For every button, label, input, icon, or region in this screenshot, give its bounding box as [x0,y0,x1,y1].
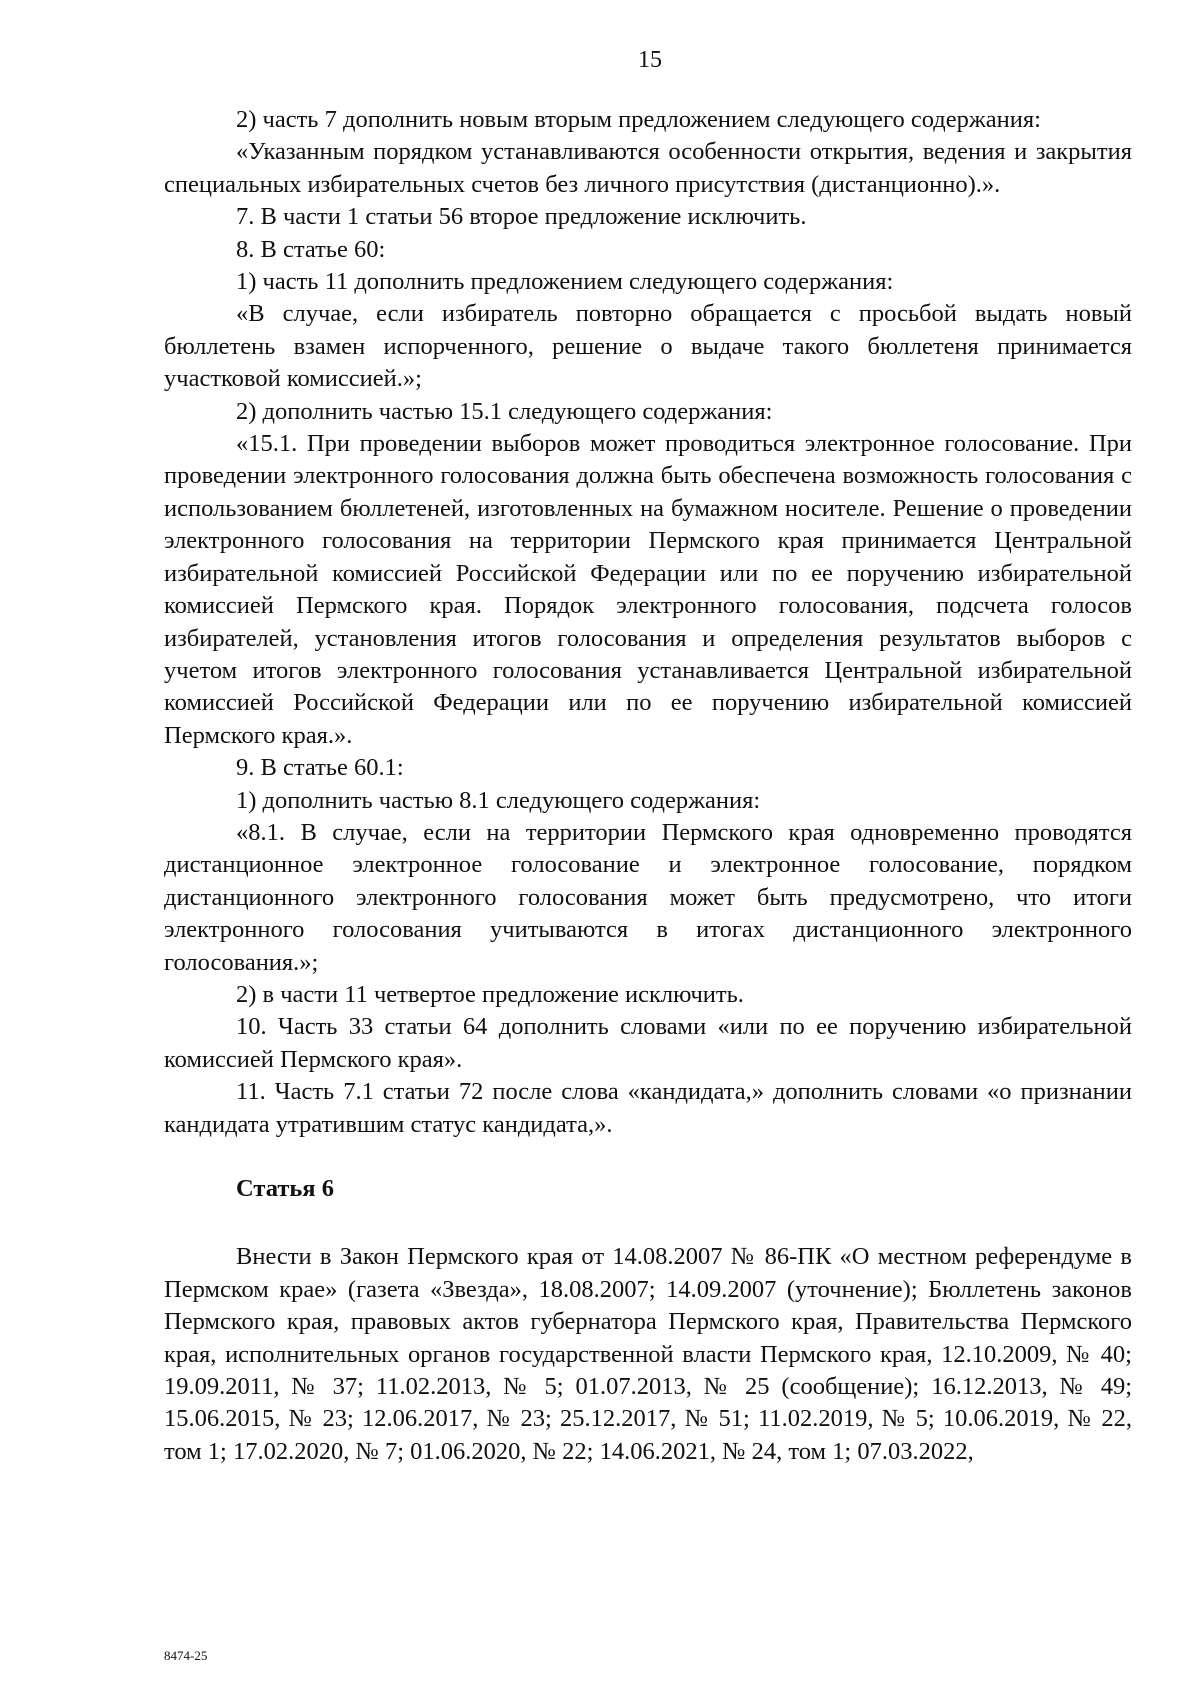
article-heading: Статья 6 [236,1175,334,1202]
paragraph-1: 2) часть 7 дополнить новым вторым предложением следующего содержания: [236,106,1041,133]
paragraph-13: 10. Часть 33 статьи 64 дополнить словами «или по ее поручению избирательной комиссией Пермского края». [164,1013,1132,1073]
paragraph-11: «8.1. В случае, если на территории Пермского края одновременно проводятся дистанционное электронное голосование и электронное голосование, порядком дистанционного электронного голосования может быть предусмотрено, что итоги электронного голосования учитываются в итогах дистанционного электронного голосования.»; [164,818,1132,976]
paragraph-9: 9. В статье 60.1: [236,754,404,782]
paragraph-4: 8. В статье 60: [236,235,386,263]
paragraph-3: 7. В части 1 статьи 56 второе предложение исключить. [236,203,807,231]
paragraph-12: 2) в части 11 четвертое предложение исключить. [236,980,744,1008]
article-paragraph: Внести в Закон Пермского края от 14.08.2007 № 86-ПК «О местном референдуме в Пермском крае» (газета «Звезда», 18.08.2007; 14.09.2007 (уточнение); Бюллетень законов Пермского края, правовых актов губернатора Пермского края, Правительства Пермского края, исполнительных органов государственной власти Пермского края, 12.10.2009, № 40; 19.09.2011, № 37; 11.02.2013, № 5; 01.07.2013, № 25 (сообщение); 16.12.2013, № 49; 15.06.2015, № 23; 12.06.2017, № 23; 25.12.2017, № 51; 11.02.2019, № 5; 10.06.2019, № 22, том 1; 17.02.2020, № 7; 01.06.2020, № 22; 14.06.2021, № 24, том 1; 07.03.2022, [164,1243,1132,1465]
document-body [164,104,1132,1468]
page-number: 15 [638,47,662,73]
paragraph-7: 2) дополнить частью 15.1 следующего содержания: [236,397,773,425]
paragraph-2: «Указанным порядком устанавливаются особенности открытия, ведения и закрытия специальных избирательных счетов без личного присутствия (дистанционно).». [164,138,1132,198]
paragraph-14: 11. Часть 7.1 статьи 72 после слова «кандидата,» дополнить словами «о признании кандидата утратившим статус кандидата,». [164,1078,1132,1138]
paragraph-5: 1) часть 11 дополнить предложением следующего содержания: [236,268,894,296]
paragraph-6: «В случае, если избиратель повторно обращается с просьбой выдать новый бюллетень взамен испорченного, решение о выдаче такого бюллетеня принимается участковой комиссией.»; [164,300,1132,393]
paragraph-8: «15.1. При проведении выборов может проводиться электронное голосование. При проведении электронного голосования должна быть обеспечена возможность голосования с использованием бюллетеней, изготовленных на бумажном носителе. Решение о проведении электронного голосования на территории Пермского края принимается Центральной избирательной комиссией Российской Федерации или по ее поручению избирательной комиссией Пермского края. Порядок электронного голосования, подсчета голосов избирателей, установления итогов голосования и определения результатов выборов с учетом итогов электронного голосования устанавливается Центральной избирательной комиссией Российской Федерации или по ее поручению избирательной комиссией Пермского края.». [164,430,1132,749]
paragraph-10: 1) дополнить частью 8.1 следующего содержания: [236,786,761,814]
document-code: 8474-25 [164,1648,208,1663]
